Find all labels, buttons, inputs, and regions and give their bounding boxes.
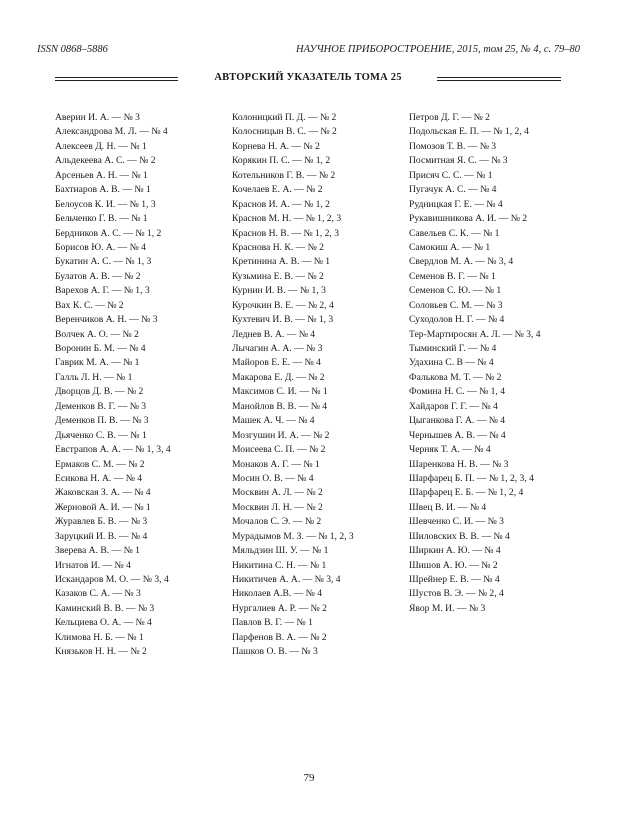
author-entry: Вах К. С. — № 2 <box>55 299 124 311</box>
author-entry: Майоров Е. Е. — № 4 <box>232 357 321 369</box>
author-entry: Явор М. И. — № 3 <box>409 602 486 614</box>
author-entry: Есикова Н. А. — № 4 <box>55 472 143 484</box>
author-entry: Деменков В. Г. — № 3 <box>55 400 147 412</box>
author-entry: Швец В. И. — № 4 <box>409 501 487 513</box>
author-entry: Заруцкий И. В. — № 4 <box>55 530 148 542</box>
author-entry: Жерновой А. И. — № 1 <box>55 501 151 513</box>
index-column-1 <box>55 111 225 660</box>
index-column-3 <box>409 111 584 616</box>
author-entry: Пашков О. В. — № 3 <box>232 646 318 658</box>
author-entry: Казаков С. А. — № 3 <box>55 588 141 600</box>
page-number: 79 <box>303 772 315 784</box>
author-entry: Удахина С. В — № 4 <box>409 357 494 369</box>
author-entry: Савельев С. К. — № 1 <box>409 227 500 239</box>
title-rule-right-bottom <box>437 80 561 81</box>
author-entry: Шаренкова Н. В. — № 3 <box>409 458 509 470</box>
author-entry: Дьяченко С. В. — № 1 <box>55 429 147 441</box>
author-entry: Мяльдзин Ш. У. — № 1 <box>232 545 329 557</box>
author-entry: Петров Д. Г. — № 2 <box>409 112 490 123</box>
author-entry: Суходолов Н. Г. — № 4 <box>409 314 505 326</box>
author-entry: Игнатов И. — № 4 <box>55 559 131 571</box>
author-entry: Бахтиаров А. В. — № 1 <box>55 184 151 196</box>
author-entry: Воронин Б. М. — № 4 <box>55 343 146 354</box>
author-entry: Варехов А. Г. — № 1, 3 <box>55 285 150 297</box>
author-entry: Шарфарец Е. Б. — № 1, 2, 4 <box>409 487 524 499</box>
author-entry: Белоусов К. И. — № 1, 3 <box>55 198 156 210</box>
author-entry: Котельников Г. В. — № 2 <box>232 169 336 181</box>
author-entry: Шрейнер Е. В. — № 4 <box>409 574 500 585</box>
author-entry: Курнин И. В. — № 1, 3 <box>232 285 326 297</box>
author-entry: Князьков Н. Н. — № 2 <box>55 646 147 658</box>
author-entry: Корякин П. С. — № 1, 2 <box>232 155 331 167</box>
author-entry: Монаков А. Г. — № 1 <box>232 458 320 470</box>
index-column-2 <box>232 111 402 660</box>
author-entry: Самокиш А. — № 1 <box>409 241 491 253</box>
author-entry: Пугачук А. С. — № 4 <box>409 184 497 196</box>
author-entry: Николаев А.В. — № 4 <box>232 588 323 600</box>
author-entry: Максимов С. И. — № 1 <box>232 386 328 398</box>
author-entry: Шевченко С. И. — № 3 <box>409 516 504 528</box>
author-entry: Рудницкая Г. Е. — № 4 <box>409 198 503 210</box>
author-entry: Шишов А. Ю. — № 2 <box>409 559 498 571</box>
author-entry: Евстрапов А. А. — № 1, 3, 4 <box>55 444 171 456</box>
author-entry: Веренчиков А. Н. — № 3 <box>55 314 158 326</box>
author-entry: Корнева Н. А. — № 2 <box>232 140 320 152</box>
author-entry: Шиловских В. В. — № 4 <box>409 530 510 542</box>
author-entry: Машек А. Ч. — № 4 <box>232 415 315 427</box>
author-entry: Москвин А. Л. — № 2 <box>232 487 323 499</box>
author-entry: Кухтевич И. В. — № 1, 3 <box>232 314 334 326</box>
author-entry: Макарова Е. Д. — № 2 <box>232 371 325 383</box>
author-entry: Журавлев Б. В. — № 3 <box>55 516 148 528</box>
author-entry: Семенов С. Ю. — № 1 <box>409 285 502 297</box>
author-entry: Павлов В. Г. — № 1 <box>232 617 313 629</box>
author-entry: Краснов М. Н. — № 1, 2, 3 <box>232 213 342 225</box>
author-entry: Парфенов В. А. — № 2 <box>232 631 327 643</box>
author-entry: Тер-Мартиросян А. Л. — № 3, 4 <box>409 328 541 340</box>
author-entry: Лычагин А. А. — № 3 <box>232 343 323 354</box>
author-entry: Краснов И. А. — № 1, 2 <box>232 198 330 210</box>
author-entry: Шарфарец Б. П. — № 1, 2, 3, 4 <box>409 472 534 484</box>
author-entry: Гаврик М. А. — № 1 <box>55 357 140 369</box>
author-entry: Курочкин В. Е. — № 2, 4 <box>232 299 334 311</box>
author-entry: Соловьев С. М. — № 3 <box>409 299 503 311</box>
title-rule-right-top <box>437 77 561 78</box>
journal-citation: НАУЧНОЕ ПРИБОРОСТРОЕНИЕ, 2015, том 25, № 4, c. 79–80 <box>296 44 580 55</box>
author-entry: Каминский В. В. — № 3 <box>55 602 155 614</box>
issn-label: ISSN 0868–5886 <box>37 44 108 55</box>
author-entry: Кельциева О. А. — № 4 <box>55 617 152 629</box>
author-entry: Деменков П. В. — № 3 <box>55 415 149 427</box>
author-entry: Мочалов С. Э. — № 2 <box>232 516 322 528</box>
author-entry: Колоницкий П. Д. — № 2 <box>232 112 337 123</box>
author-entry: Климова Н. Б. — № 1 <box>55 631 144 643</box>
author-entry: Свердлов М. А. — № 3, 4 <box>409 256 514 268</box>
author-entry: Бердников А. С. — № 1, 2 <box>55 227 162 239</box>
author-entry: Посмитная Я. С. — № 3 <box>409 155 508 167</box>
author-entry: Черняк Т. А. — № 4 <box>409 444 491 456</box>
author-entry: Моисеева С. П. — № 2 <box>232 444 326 456</box>
author-entry: Борисов Ю. А. — № 4 <box>55 241 146 253</box>
author-entry: Семенов В. Г. — № 1 <box>409 270 496 282</box>
author-entry: Мурадымов М. З. — № 1, 2, 3 <box>232 530 354 542</box>
author-entry: Цыганкова Г. А. — № 4 <box>409 415 506 427</box>
author-entry: Альдекеева А. С. — № 2 <box>55 155 156 167</box>
author-entry: Кретинина А. В. — № 1 <box>232 256 331 268</box>
running-header <box>37 44 580 58</box>
author-entry: Краснова Н. К. — № 2 <box>232 241 324 253</box>
author-entry: Ермаков С. М. — № 2 <box>55 458 145 470</box>
author-entry: Фомина Н. С. — № 1, 4 <box>409 386 506 398</box>
author-entry: Москвин Л. Н. — № 2 <box>232 501 323 513</box>
author-entry: Краснов Н. В. — № 1, 2, 3 <box>232 227 340 239</box>
author-entry: Леднев В. А. — № 4 <box>232 328 316 340</box>
author-entry: Манойлов В. В. — № 4 <box>232 400 328 412</box>
page-title: АВТОРСКИЙ УКАЗАТЕЛЬ ТОМА 25 <box>214 72 402 83</box>
author-entry: Хайдаров Г. Г. — № 4 <box>409 400 498 412</box>
author-entry: Жаковская З. А. — № 4 <box>55 487 151 499</box>
author-entry: Колосницын В. С. — № 2 <box>232 126 337 138</box>
author-entry: Галль Л. Н. — № 1 <box>55 371 133 383</box>
author-entry: Арсеньев А. Н. — № 1 <box>55 169 148 181</box>
author-entry: Булатов А. В. — № 2 <box>55 270 141 282</box>
author-entry: Никитичев А. А. — № 3, 4 <box>232 574 341 585</box>
author-entry: Искандаров М. О. — № 3, 4 <box>55 574 169 585</box>
author-entry: Нургалиев А. Р. — № 2 <box>232 602 327 614</box>
author-entry: Алексеев Д. Н. — № 1 <box>55 140 147 152</box>
author-entry: Рукавишникова А. И. — № 2 <box>409 213 528 225</box>
author-entry: Кочелаев Е. А. — № 2 <box>232 184 323 196</box>
author-entry: Мозгушин И. А. — № 2 <box>232 429 330 441</box>
author-entry: Фалькова М. Т. — № 2 <box>409 371 502 383</box>
author-entry: Мосин О. В. — № 4 <box>232 472 314 484</box>
author-entry: Аверин И. А. — № 3 <box>55 112 140 123</box>
title-rule-left-top <box>55 77 178 78</box>
author-entry: Волчек А. О. — № 2 <box>55 328 139 340</box>
author-entry: Александрова М. Л. — № 4 <box>55 126 168 138</box>
author-entry: Букатин А. С. — № 1, 3 <box>55 256 152 268</box>
title-rule-left-bottom <box>55 80 178 81</box>
author-entry: Зверева А. В. — № 1 <box>55 545 140 557</box>
author-entry: Чернышев А. В. — № 4 <box>409 429 506 441</box>
author-entry: Бельченко Г. В. — № 1 <box>55 213 148 225</box>
author-entry: Помозов Т. В. — № 3 <box>409 140 497 152</box>
author-entry: Дворцов Д. В. — № 2 <box>55 386 144 398</box>
author-entry: Подольская Е. П. — № 1, 2, 4 <box>409 126 529 138</box>
author-entry: Присяч С. С. — № 1 <box>409 169 493 181</box>
author-entry: Ширкин А. Ю. — № 4 <box>409 545 501 557</box>
author-entry: Шустов В. Э. — № 2, 4 <box>409 588 504 600</box>
author-entry: Никитина С. Н. — № 1 <box>232 559 327 571</box>
author-entry: Кузьмина Е. В. — № 2 <box>232 270 324 282</box>
author-entry: Тыминский Г. — № 4 <box>409 343 497 354</box>
